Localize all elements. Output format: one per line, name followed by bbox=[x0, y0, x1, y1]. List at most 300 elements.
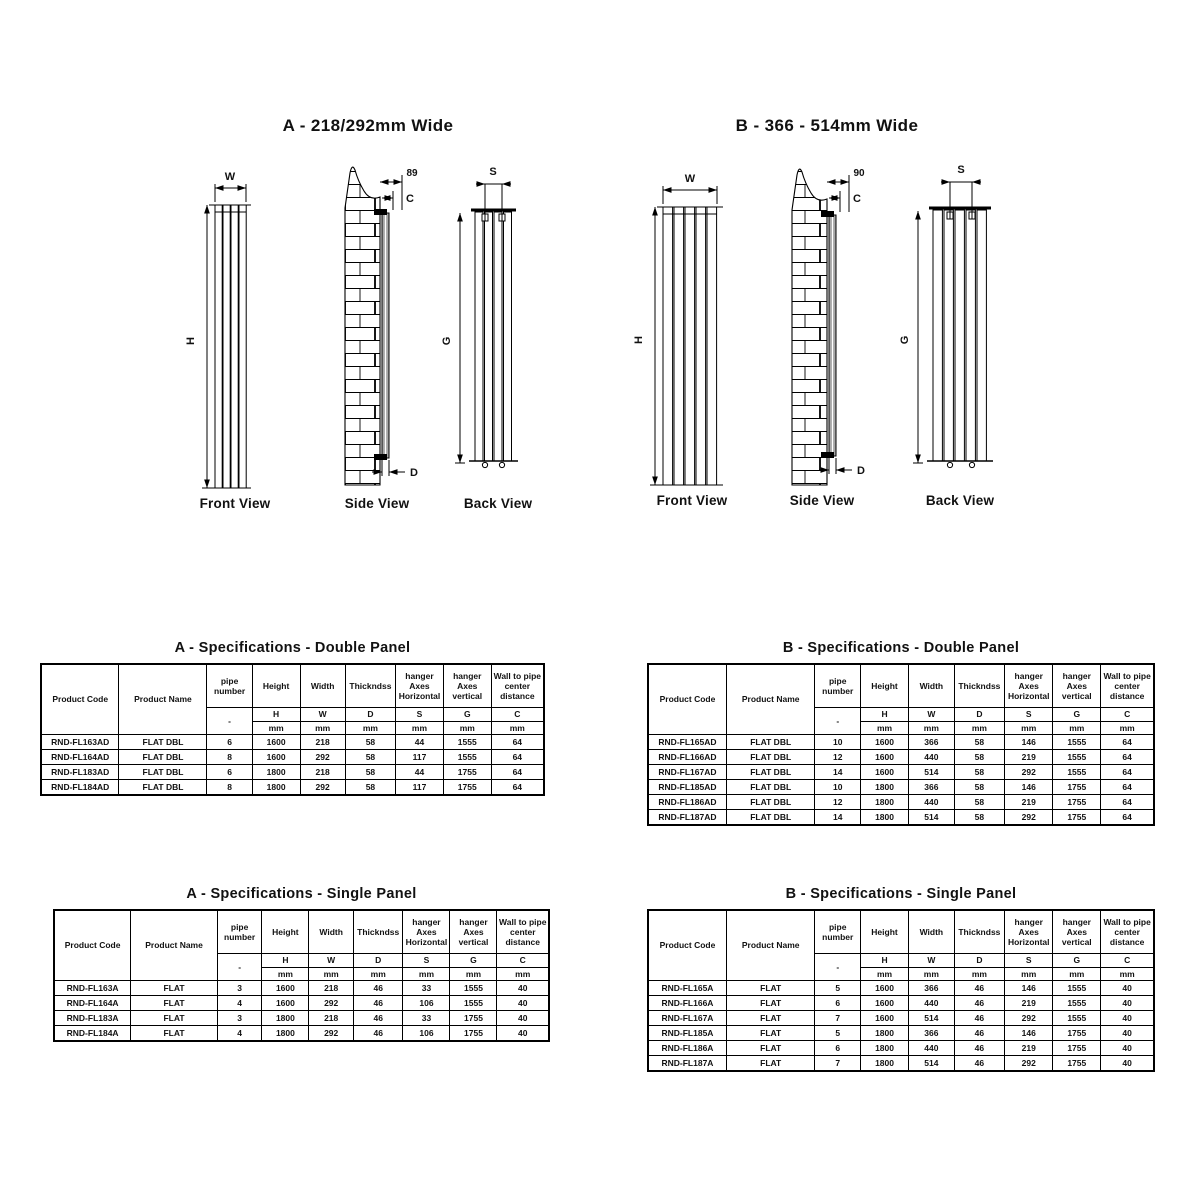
col-header: hanger Axes vertical bbox=[1053, 664, 1101, 708]
symbol-header: S bbox=[1005, 954, 1053, 968]
spec-cell: 1600 bbox=[262, 981, 309, 996]
symbol-header: C bbox=[491, 708, 544, 722]
col-header: Thickndss bbox=[954, 664, 1005, 708]
spec-cell: 440 bbox=[909, 1041, 955, 1056]
spec-cell: 146 bbox=[1005, 1026, 1053, 1041]
spec-cell: FLAT DBL bbox=[726, 795, 815, 810]
spec-cell: 1800 bbox=[252, 765, 300, 780]
technical-drawing-b bbox=[610, 158, 1010, 523]
back-view-drawing bbox=[455, 184, 518, 468]
spec-cell: 6 bbox=[815, 1041, 861, 1056]
spec-cell: RND-FL184A bbox=[54, 1026, 131, 1042]
spec-cell: 366 bbox=[909, 780, 955, 795]
spec-cell: 64 bbox=[1101, 795, 1154, 810]
col-header: Width bbox=[909, 910, 955, 954]
spec-cell: 1555 bbox=[1053, 996, 1101, 1011]
spec-cell: 44 bbox=[396, 735, 444, 750]
spec-row bbox=[648, 996, 1154, 1011]
symbol-header: C bbox=[1101, 708, 1154, 722]
spec-cell: 3 bbox=[217, 1011, 262, 1026]
front-view-label-b: Front View bbox=[656, 493, 728, 508]
spec-cell: FLAT bbox=[726, 1026, 815, 1041]
col-header: hanger Axes Horizontal bbox=[403, 910, 450, 954]
symbol-header: H bbox=[252, 708, 300, 722]
spec-cell: RND-FL187A bbox=[648, 1056, 726, 1072]
symbol-dash: - bbox=[815, 954, 861, 981]
spec-cell: 1600 bbox=[861, 1011, 909, 1026]
spec-cell: FLAT bbox=[131, 1026, 218, 1042]
spec-cell: RND-FL164A bbox=[54, 996, 131, 1011]
spec-cell: FLAT DBL bbox=[726, 765, 815, 780]
spec-cell: FLAT DBL bbox=[726, 810, 815, 826]
col-header: Width bbox=[300, 664, 345, 708]
unit-header: mm bbox=[954, 968, 1005, 981]
spec-cell: 146 bbox=[1005, 780, 1053, 795]
unit-header: mm bbox=[396, 722, 444, 735]
spec-cell: 292 bbox=[309, 996, 354, 1011]
spec-cell: 1755 bbox=[450, 1011, 497, 1026]
spec-row bbox=[41, 780, 544, 796]
spec-cell: 366 bbox=[909, 1026, 955, 1041]
spec-cell: 58 bbox=[345, 780, 395, 796]
spec-cell: 1555 bbox=[450, 981, 497, 996]
col-header: Thickndss bbox=[345, 664, 395, 708]
unit-header: mm bbox=[345, 722, 395, 735]
section-b-title: B - 366 - 514mm Wide bbox=[735, 116, 919, 135]
technical-drawing-a bbox=[165, 158, 565, 523]
symbol-header: G bbox=[1053, 954, 1101, 968]
spec-cell: 292 bbox=[1005, 1056, 1053, 1072]
spec-cell: 5 bbox=[815, 981, 861, 996]
symbol-header: H bbox=[861, 708, 909, 722]
spec-cell: 440 bbox=[909, 996, 955, 1011]
spec-row bbox=[648, 1041, 1154, 1056]
spec-cell: 1755 bbox=[1053, 1056, 1101, 1072]
spec-cell: 6 bbox=[207, 735, 252, 750]
symbol-dash: - bbox=[217, 954, 262, 981]
spec-cell: 58 bbox=[954, 810, 1005, 826]
spec-cell: 58 bbox=[954, 780, 1005, 795]
spec-cell: 514 bbox=[909, 1011, 955, 1026]
col-header-product-code: Product Code bbox=[41, 664, 119, 735]
spec-cell: 106 bbox=[403, 996, 450, 1011]
side-view-label-a: Side View bbox=[344, 496, 410, 511]
unit-header: mm bbox=[909, 722, 955, 735]
spec-cell: 44 bbox=[396, 765, 444, 780]
spec-row bbox=[648, 780, 1154, 795]
spec-cell: RND-FL165A bbox=[648, 981, 726, 996]
spec-cell: RND-FL164AD bbox=[41, 750, 119, 765]
spec-cell: 1755 bbox=[1053, 1026, 1101, 1041]
spec-cell: 46 bbox=[954, 1041, 1005, 1056]
spec-cell: RND-FL183AD bbox=[41, 765, 119, 780]
unit-header: mm bbox=[861, 722, 909, 735]
spec-cell: 40 bbox=[497, 1011, 549, 1026]
spec-cell: 218 bbox=[309, 1011, 354, 1026]
col-header: Thickndss bbox=[353, 910, 403, 954]
dim-w-label-a: W bbox=[224, 171, 236, 183]
spec-cell: 46 bbox=[954, 996, 1005, 1011]
unit-header: mm bbox=[252, 722, 300, 735]
spec-cell: 40 bbox=[1101, 981, 1154, 996]
spec-cell: 46 bbox=[353, 981, 403, 996]
spec-cell: 64 bbox=[491, 765, 544, 780]
spec-cell: 1600 bbox=[262, 996, 309, 1011]
spec-cell: RND-FL167A bbox=[648, 1011, 726, 1026]
col-header-product-code: Product Code bbox=[648, 910, 726, 981]
spec-cell: 514 bbox=[909, 1056, 955, 1072]
spec-cell: 4 bbox=[217, 996, 262, 1011]
symbol-header: H bbox=[262, 954, 309, 968]
side-view-drawing bbox=[792, 169, 852, 485]
spec-cell: FLAT DBL bbox=[119, 750, 207, 765]
unit-header: mm bbox=[403, 968, 450, 981]
unit-header: mm bbox=[909, 968, 955, 981]
spec-title-a-single: A - Specifications - Single Panel bbox=[186, 886, 417, 902]
spec-block-a-single bbox=[53, 886, 550, 1042]
spec-cell: RND-FL166AD bbox=[648, 750, 726, 765]
dim-c-label-a: C bbox=[406, 193, 414, 205]
col-header-product-name: Product Name bbox=[119, 664, 207, 735]
section-a-title: A - 218/292mm Wide bbox=[282, 116, 454, 135]
col-header: pipe number bbox=[207, 664, 252, 708]
spec-cell: 40 bbox=[1101, 1056, 1154, 1072]
front-view-label-a: Front View bbox=[199, 496, 271, 511]
spec-row bbox=[54, 996, 549, 1011]
spec-row bbox=[54, 1011, 549, 1026]
symbol-header: G bbox=[450, 954, 497, 968]
spec-cell: 7 bbox=[815, 1056, 861, 1072]
col-header: hanger Axes vertical bbox=[450, 910, 497, 954]
spec-cell: 6 bbox=[207, 765, 252, 780]
spec-cell: 64 bbox=[1101, 810, 1154, 826]
spec-cell: 4 bbox=[217, 1026, 262, 1042]
spec-row bbox=[648, 795, 1154, 810]
spec-cell: 64 bbox=[1101, 765, 1154, 780]
spec-cell: 40 bbox=[1101, 1026, 1154, 1041]
col-header: hanger Axes Horizontal bbox=[396, 664, 444, 708]
spec-cell: RND-FL183A bbox=[54, 1011, 131, 1026]
spec-row bbox=[648, 750, 1154, 765]
symbol-header: C bbox=[497, 954, 549, 968]
spec-cell: 1600 bbox=[861, 735, 909, 750]
spec-cell: 117 bbox=[396, 750, 444, 765]
col-header: Thickndss bbox=[954, 910, 1005, 954]
dim-g-label-a: G bbox=[441, 336, 453, 346]
spec-cell: 40 bbox=[497, 996, 549, 1011]
spec-cell: 146 bbox=[1005, 981, 1053, 996]
spec-cell: RND-FL163AD bbox=[41, 735, 119, 750]
symbol-header: S bbox=[1005, 708, 1053, 722]
unit-header: mm bbox=[1101, 722, 1154, 735]
col-header: hanger Axes Horizontal bbox=[1005, 664, 1053, 708]
symbol-header: C bbox=[1101, 954, 1154, 968]
spec-cell: 1555 bbox=[1053, 735, 1101, 750]
col-header: Wall to pipe center distance bbox=[1101, 664, 1154, 708]
spec-cell: FLAT bbox=[726, 1041, 815, 1056]
spec-cell: RND-FL186A bbox=[648, 1041, 726, 1056]
spec-cell: 292 bbox=[1005, 810, 1053, 826]
spec-cell: 1755 bbox=[1053, 1041, 1101, 1056]
spec-cell: 12 bbox=[815, 750, 861, 765]
symbol-header: S bbox=[396, 708, 444, 722]
col-header-product-name: Product Name bbox=[726, 664, 815, 735]
dim-d-label-b: D bbox=[857, 465, 865, 477]
dim-s-label-b: S bbox=[957, 164, 965, 176]
col-header-product-code: Product Code bbox=[648, 664, 726, 735]
dim-s-label-a: S bbox=[489, 166, 497, 178]
spec-cell: 366 bbox=[909, 981, 955, 996]
spec-cell: FLAT bbox=[131, 1011, 218, 1026]
col-header: pipe number bbox=[217, 910, 262, 954]
spec-cell: RND-FL185A bbox=[648, 1026, 726, 1041]
unit-header: mm bbox=[954, 722, 1005, 735]
spec-cell: 218 bbox=[300, 765, 345, 780]
symbol-dash: - bbox=[207, 708, 252, 735]
spec-cell: 58 bbox=[345, 735, 395, 750]
bottom-bracket bbox=[374, 454, 387, 460]
spec-cell: FLAT DBL bbox=[726, 780, 815, 795]
spec-cell: 1800 bbox=[252, 780, 300, 796]
pipe-connection bbox=[499, 462, 504, 467]
spec-cell: 14 bbox=[815, 765, 861, 780]
front-view-drawing bbox=[650, 186, 723, 485]
spec-cell: 1755 bbox=[1053, 795, 1101, 810]
spec-cell: FLAT bbox=[726, 1056, 815, 1072]
spec-cell: 218 bbox=[300, 735, 345, 750]
spec-cell: 5 bbox=[815, 1026, 861, 1041]
front-view-drawing bbox=[202, 184, 251, 488]
spec-cell: 3 bbox=[217, 981, 262, 996]
spec-cell: 46 bbox=[954, 1026, 1005, 1041]
spec-cell: 46 bbox=[954, 1011, 1005, 1026]
spec-cell: 1800 bbox=[262, 1026, 309, 1042]
symbol-dash: - bbox=[815, 708, 861, 735]
spec-cell: 58 bbox=[954, 765, 1005, 780]
symbol-header: G bbox=[443, 708, 491, 722]
spec-cell: RND-FL167AD bbox=[648, 765, 726, 780]
spec-cell: RND-FL165AD bbox=[648, 735, 726, 750]
unit-header: mm bbox=[1005, 722, 1053, 735]
spec-cell: 1600 bbox=[861, 981, 909, 996]
spec-cell: 6 bbox=[815, 996, 861, 1011]
spec-cell: 40 bbox=[497, 981, 549, 996]
spec-cell: 58 bbox=[345, 750, 395, 765]
spec-row bbox=[41, 750, 544, 765]
spec-cell: 1755 bbox=[1053, 810, 1101, 826]
spec-cell: 40 bbox=[1101, 996, 1154, 1011]
spec-cell: RND-FL166A bbox=[648, 996, 726, 1011]
spec-cell: 219 bbox=[1005, 750, 1053, 765]
spec-cell: 146 bbox=[1005, 735, 1053, 750]
back-view-drawing bbox=[913, 182, 993, 468]
spec-cell: 64 bbox=[1101, 780, 1154, 795]
col-header-product-name: Product Name bbox=[726, 910, 815, 981]
col-header: hanger Axes vertical bbox=[443, 664, 491, 708]
dim-h-label-b: H bbox=[633, 336, 645, 344]
symbol-header: W bbox=[300, 708, 345, 722]
spec-cell: FLAT DBL bbox=[119, 780, 207, 796]
spec-cell: 14 bbox=[815, 810, 861, 826]
spec-cell: RND-FL185AD bbox=[648, 780, 726, 795]
spec-cell: 1600 bbox=[861, 750, 909, 765]
col-header: Wall to pipe center distance bbox=[1101, 910, 1154, 954]
spec-cell: 12 bbox=[815, 795, 861, 810]
spec-cell: 106 bbox=[403, 1026, 450, 1042]
col-header-product-code: Product Code bbox=[54, 910, 131, 981]
spec-row bbox=[41, 735, 544, 750]
col-header: Height bbox=[252, 664, 300, 708]
symbol-header: W bbox=[909, 954, 955, 968]
dim-w-label-b: W bbox=[684, 173, 696, 185]
unit-header: mm bbox=[491, 722, 544, 735]
spec-cell: RND-FL184AD bbox=[41, 780, 119, 796]
spec-cell: 1800 bbox=[861, 780, 909, 795]
spec-cell: 1600 bbox=[252, 750, 300, 765]
spec-cell: 1755 bbox=[450, 1026, 497, 1042]
spec-title-b-single: B - Specifications - Single Panel bbox=[785, 886, 1017, 902]
spec-row bbox=[648, 981, 1154, 996]
spec-cell: 440 bbox=[909, 750, 955, 765]
spec-cell: 292 bbox=[1005, 765, 1053, 780]
spec-cell: 1600 bbox=[861, 996, 909, 1011]
col-header: Wall to pipe center distance bbox=[491, 664, 544, 708]
spec-cell: FLAT DBL bbox=[119, 735, 207, 750]
spec-table-b-single bbox=[647, 909, 1155, 1072]
spec-cell: RND-FL186AD bbox=[648, 795, 726, 810]
spec-cell: 40 bbox=[1101, 1011, 1154, 1026]
spec-cell: 1555 bbox=[1053, 750, 1101, 765]
spec-title-a-double: A - Specifications - Double Panel bbox=[174, 640, 411, 656]
spec-cell: 1600 bbox=[861, 765, 909, 780]
spec-row bbox=[648, 1056, 1154, 1072]
symbol-header: S bbox=[403, 954, 450, 968]
spec-cell: 8 bbox=[207, 750, 252, 765]
spec-cell: 1800 bbox=[861, 1026, 909, 1041]
spec-cell: 219 bbox=[1005, 996, 1053, 1011]
spec-block-a-double bbox=[40, 640, 545, 796]
spec-cell: 46 bbox=[353, 1026, 403, 1042]
spec-cell: 1555 bbox=[1053, 765, 1101, 780]
unit-header: mm bbox=[309, 968, 354, 981]
pipe-connection bbox=[482, 462, 487, 467]
spec-cell: 64 bbox=[491, 780, 544, 796]
spec-cell: FLAT bbox=[726, 1011, 815, 1026]
spec-row bbox=[648, 1026, 1154, 1041]
dim-hanger-offset-label-b: 90 bbox=[853, 168, 865, 179]
spec-cell: 514 bbox=[909, 810, 955, 826]
spec-cell: FLAT bbox=[726, 981, 815, 996]
col-header: Height bbox=[861, 664, 909, 708]
spec-cell: 58 bbox=[954, 795, 1005, 810]
dim-hanger-offset-label-a: 89 bbox=[406, 168, 418, 179]
spec-cell: 46 bbox=[353, 996, 403, 1011]
top-bracket bbox=[821, 211, 834, 217]
unit-header: mm bbox=[450, 968, 497, 981]
unit-header: mm bbox=[353, 968, 403, 981]
spec-cell: 1755 bbox=[443, 765, 491, 780]
spec-block-b-single bbox=[647, 886, 1155, 1072]
unit-header: mm bbox=[497, 968, 549, 981]
spec-cell: 46 bbox=[954, 1056, 1005, 1072]
dim-h-label-a: H bbox=[185, 337, 197, 345]
symbol-header: W bbox=[909, 708, 955, 722]
symbol-header: H bbox=[861, 954, 909, 968]
spec-cell: 292 bbox=[309, 1026, 354, 1042]
col-header-product-name: Product Name bbox=[131, 910, 218, 981]
col-header: Width bbox=[309, 910, 354, 954]
pipe-connection bbox=[969, 462, 974, 467]
spec-cell: FLAT DBL bbox=[726, 735, 815, 750]
spec-cell: 10 bbox=[815, 735, 861, 750]
spec-row bbox=[648, 765, 1154, 780]
spec-cell: FLAT bbox=[726, 996, 815, 1011]
spec-cell: FLAT DBL bbox=[119, 765, 207, 780]
spec-cell: 58 bbox=[954, 735, 1005, 750]
spec-cell: 117 bbox=[396, 780, 444, 796]
spec-cell: 292 bbox=[300, 750, 345, 765]
spec-row bbox=[54, 981, 549, 996]
spec-cell: 218 bbox=[309, 981, 354, 996]
spec-cell: RND-FL187AD bbox=[648, 810, 726, 826]
symbol-header: G bbox=[1053, 708, 1101, 722]
spec-cell: 10 bbox=[815, 780, 861, 795]
spec-cell: 1755 bbox=[1053, 780, 1101, 795]
spec-cell: 1555 bbox=[1053, 1011, 1101, 1026]
spec-cell: 64 bbox=[1101, 750, 1154, 765]
spec-cell: 33 bbox=[403, 981, 450, 996]
spec-table-b-double bbox=[647, 663, 1155, 826]
spec-cell: 219 bbox=[1005, 795, 1053, 810]
spec-table-a-double bbox=[40, 663, 545, 796]
spec-cell: 58 bbox=[954, 750, 1005, 765]
spec-row bbox=[648, 735, 1154, 750]
col-header: hanger Axes Horizontal bbox=[1005, 910, 1053, 954]
back-view-label-a: Back View bbox=[463, 496, 533, 511]
spec-cell: FLAT DBL bbox=[726, 750, 815, 765]
spec-row bbox=[41, 765, 544, 780]
col-header: Width bbox=[909, 664, 955, 708]
spec-cell: 7 bbox=[815, 1011, 861, 1026]
dim-g-label-b: G bbox=[899, 335, 911, 345]
spec-cell: 1800 bbox=[262, 1011, 309, 1026]
pipe-connection bbox=[947, 462, 952, 467]
spec-row bbox=[648, 1011, 1154, 1026]
spec-cell: 1555 bbox=[1053, 981, 1101, 996]
unit-header: mm bbox=[443, 722, 491, 735]
spec-cell: 64 bbox=[1101, 735, 1154, 750]
col-header: pipe number bbox=[815, 664, 861, 708]
col-header: Wall to pipe center distance bbox=[497, 910, 549, 954]
symbol-header: D bbox=[353, 954, 403, 968]
unit-header: mm bbox=[1101, 968, 1154, 981]
spec-cell: 1600 bbox=[252, 735, 300, 750]
spec-cell: 64 bbox=[491, 750, 544, 765]
unit-header: mm bbox=[1053, 722, 1101, 735]
spec-cell: 46 bbox=[954, 981, 1005, 996]
spec-row bbox=[54, 1026, 549, 1042]
spec-cell: 219 bbox=[1005, 1041, 1053, 1056]
unit-header: mm bbox=[1005, 968, 1053, 981]
unit-header: mm bbox=[1053, 968, 1101, 981]
spec-cell: 1755 bbox=[443, 780, 491, 796]
spec-cell: 1555 bbox=[443, 735, 491, 750]
dim-d-label-a: D bbox=[410, 467, 418, 479]
symbol-header: W bbox=[309, 954, 354, 968]
symbol-header: D bbox=[345, 708, 395, 722]
spec-cell: 1555 bbox=[443, 750, 491, 765]
spec-title-b-double: B - Specifications - Double Panel bbox=[782, 640, 1020, 656]
